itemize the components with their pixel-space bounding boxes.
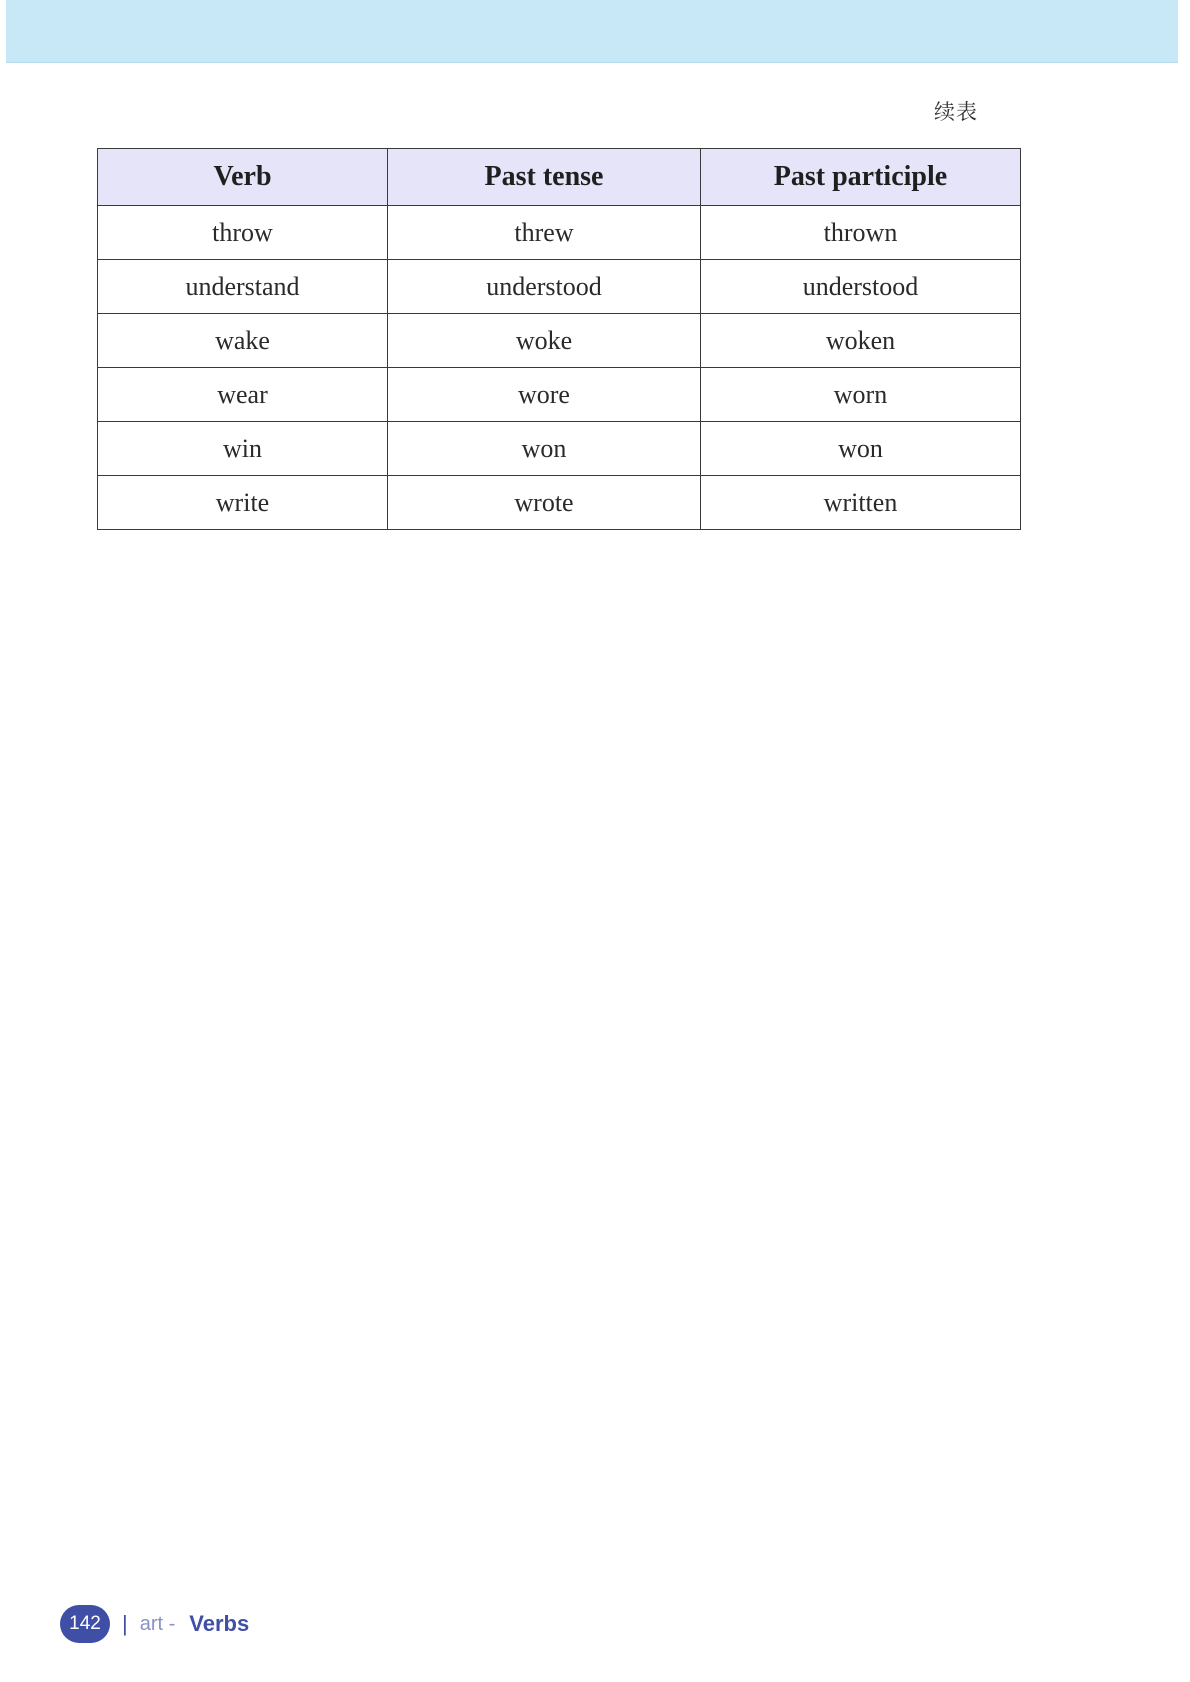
cell-past-participle: understood <box>701 260 1021 314</box>
cell-verb: understand <box>98 260 388 314</box>
footer-section-title: Verbs <box>189 1611 250 1636</box>
top-color-band <box>6 0 1178 63</box>
page-number-badge: 142 <box>60 1605 110 1643</box>
cell-verb: wear <box>98 368 388 422</box>
page-footer <box>60 1604 249 1644</box>
table-row <box>98 368 1021 422</box>
table-row <box>98 476 1021 530</box>
table-row <box>98 260 1021 314</box>
cell-verb: throw <box>98 206 388 260</box>
footer-separator: | <box>122 1611 128 1636</box>
cell-past-tense: won <box>388 422 701 476</box>
cell-past-tense: wore <box>388 368 701 422</box>
cell-past-participle: worn <box>701 368 1021 422</box>
table-row <box>98 422 1021 476</box>
table-header-row <box>98 149 1021 206</box>
cell-past-tense: threw <box>388 206 701 260</box>
cell-past-tense: wrote <box>388 476 701 530</box>
footer-part-label: art - <box>139 1612 176 1635</box>
irregular-verbs-table <box>97 148 1021 530</box>
header-past-tense: Past tense <box>388 149 701 206</box>
table-row <box>98 314 1021 368</box>
cell-past-participle: thrown <box>701 206 1021 260</box>
continued-label: 续表 <box>934 100 978 124</box>
cell-past-tense: woke <box>388 314 701 368</box>
cell-past-participle: woken <box>701 314 1021 368</box>
cell-verb: win <box>98 422 388 476</box>
table-row <box>98 206 1021 260</box>
header-verb: Verb <box>98 149 388 206</box>
cell-past-participle: written <box>701 476 1021 530</box>
cell-past-tense: understood <box>388 260 701 314</box>
header-past-participle: Past participle <box>701 149 1021 206</box>
cell-verb: wake <box>98 314 388 368</box>
cell-past-participle: won <box>701 422 1021 476</box>
cell-verb: write <box>98 476 388 530</box>
